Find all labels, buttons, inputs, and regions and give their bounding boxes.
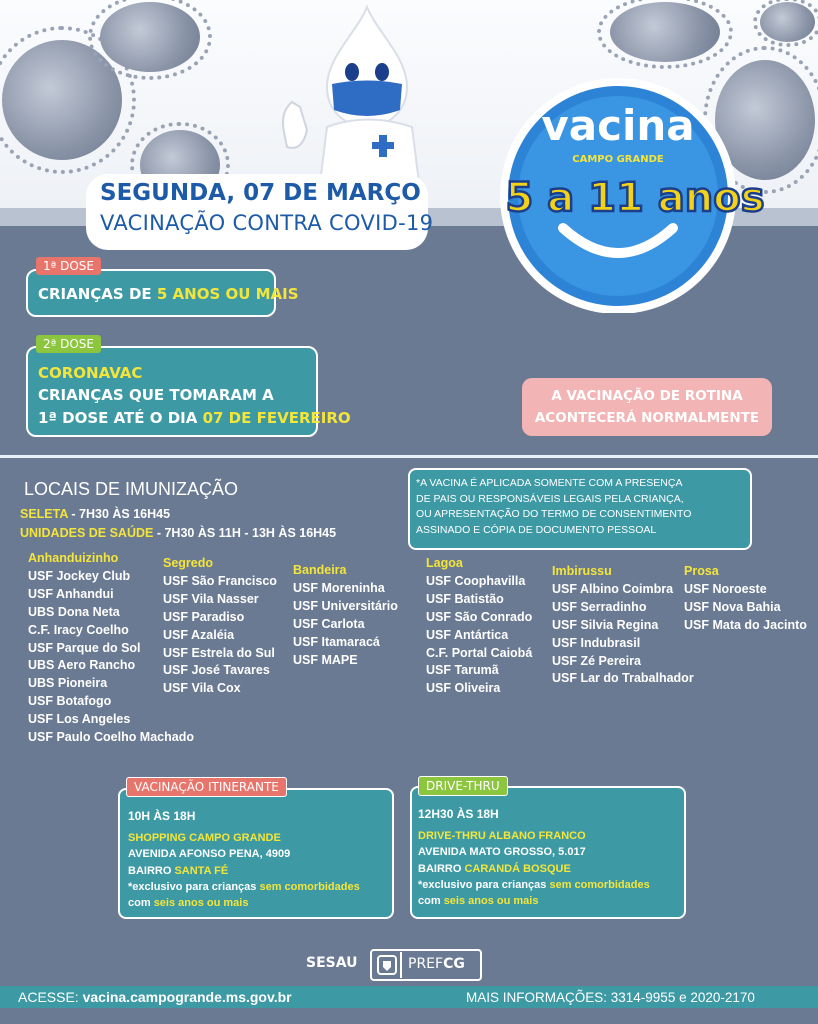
drive-thru-excl-prefix: *exclusivo para crianças (418, 878, 550, 891)
dose1-text-prefix: CRIANÇAS DE (38, 285, 157, 303)
drive-thru-excl-highlight: sem comorbidades (549, 878, 650, 891)
unit-item: USF Antártica (426, 627, 509, 642)
drive-thru-exclusive (418, 877, 684, 893)
unit-item: USF José Tavares (163, 663, 270, 678)
itinerant-hours: 10H ÀS 18H (128, 809, 196, 823)
unit-item: USF Parque do Sol (28, 640, 141, 655)
dose2-line1: CRIANÇAS QUE TOMARAM A (38, 386, 274, 404)
unit-item: USF Carlota (293, 616, 365, 631)
unit-item: USF Indubrasil (552, 635, 641, 650)
unit-item: UBS Pioneira (28, 676, 108, 691)
dose1-highlight: 5 ANOS OU MAIS (156, 285, 299, 303)
sesau-logo: SESAU (306, 955, 358, 971)
drive-thru-age (418, 893, 684, 909)
unit-item: UBS Aero Rancho (28, 658, 136, 673)
itinerant-age (128, 895, 392, 911)
unit-item: USF Vila Nasser (163, 591, 259, 606)
region-bandeira (293, 562, 398, 669)
unit-item: USF Zé Pereira (552, 653, 641, 668)
itinerant-bairro (128, 863, 392, 879)
unit-item: USF Oliveira (426, 681, 501, 696)
dose1-text (38, 285, 299, 303)
prefcg-logo (370, 949, 482, 981)
drive-thru-com-highlight: seis anos ou mais (443, 895, 539, 908)
seleta-hours: - 7H30 ÀS 16H45 (67, 507, 171, 521)
cg-text: CG (443, 956, 465, 972)
logo-title: vacina (541, 101, 695, 150)
unit-item: USF São Conrado (426, 609, 533, 624)
pref-text: PREF (408, 956, 444, 972)
unit-item: USF Universitário (293, 598, 398, 613)
region-name: Segredo (163, 556, 214, 570)
logo-age-range: 5 a 11 anos (505, 175, 765, 221)
region-name: Lagoa (426, 556, 463, 570)
dose2-line2-prefix: 1ª DOSE ATÉ O DIA (38, 409, 203, 427)
unit-item: USF Serradinho (552, 599, 647, 614)
routine-notice (522, 378, 772, 436)
seleta-schedule (20, 507, 170, 521)
unit-item: USF Coophavilla (426, 573, 526, 588)
itinerant-box (118, 788, 394, 919)
date-heading: SEGUNDA, 07 DE MARÇO (100, 180, 421, 206)
note-line: DE PAIS OU RESPONSÁVEIS LEGAIS PELA CRIANÇA, (416, 492, 684, 505)
coat-of-arms-icon (376, 954, 398, 976)
unidades-label: UNIDADES DE SAÚDE (20, 526, 154, 540)
region-imbirussu (552, 563, 694, 688)
dose1-tag: 1ª DOSE (36, 257, 101, 275)
seleta-label: SELETA (20, 507, 68, 521)
locations-title: LOCAIS DE IMUNIZAÇÃO (24, 479, 239, 499)
unit-item: USF Lar do Trabalhador (552, 671, 694, 686)
logo-separator (400, 952, 402, 978)
consent-note (408, 468, 752, 550)
unit-item: USF Paradiso (163, 609, 245, 624)
unit-item: USF Vila Cox (163, 681, 241, 696)
unit-item: USF Los Angeles (28, 712, 131, 727)
unit-item: C.F. Iracy Coelho (28, 622, 129, 637)
note-line: *A VACINA É APLICADA SOMENTE COM A PRESENÇA (416, 477, 683, 489)
unit-item: USF Batistão (426, 591, 504, 606)
drive-thru-bairro-name: CARANDÁ BOSQUE (464, 862, 571, 875)
vacina-logo-icon (493, 78, 778, 313)
unit-item: USF Silvia Regina (552, 617, 659, 632)
unit-item: USF Noroeste (684, 581, 767, 596)
footer-bottom (0, 1008, 818, 1024)
unit-item: USF Botafogo (28, 694, 112, 709)
unit-item: C.F. Portal Caiobá (426, 645, 533, 660)
footer-bar (0, 986, 818, 1008)
itinerant-com-prefix: com (128, 897, 154, 910)
drive-thru-place: DRIVE-THRU ALBANO FRANCO (418, 830, 586, 843)
itinerant-excl-prefix: *exclusivo para crianças (128, 880, 260, 893)
unit-item: USF Azaléia (163, 627, 235, 642)
unit-item: USF Albino Coimbra (552, 581, 674, 596)
drive-thru-address: AVENIDA MATO GROSSO, 5.017 (418, 846, 586, 859)
unit-item: USF Moreninha (293, 580, 385, 595)
unit-item: USF Itamaracá (293, 634, 380, 649)
virus-decoration (100, 2, 200, 72)
unidades-hours: - 7H30 ÀS 11H - 13H ÀS 16H45 (153, 526, 337, 540)
region-name: Prosa (684, 564, 719, 578)
unit-item: UBS Dona Neta (28, 604, 120, 619)
region-name: Anhanduizinho (28, 551, 119, 565)
virus-decoration (760, 2, 815, 42)
routine-line1: A VACINAÇÃO DE ROTINA (551, 388, 743, 404)
unit-item: USF São Francisco (163, 573, 277, 588)
drive-thru-bairro (418, 861, 684, 877)
unit-item: USF Tarumã (426, 663, 499, 678)
itinerant-tag: VACINAÇÃO ITINERANTE (126, 777, 287, 797)
drive-thru-tag: DRIVE-THRU (418, 776, 508, 796)
footer-info: MAIS INFORMAÇÕES: 3314-9955 e 2020-2170 (466, 990, 755, 1005)
drive-thru-content (412, 788, 684, 909)
unit-item: USF Mata do Jacinto (684, 617, 807, 632)
unit-item: USF Jockey Club (28, 568, 131, 583)
routine-line2: ACONTECERÁ NORMALMENTE (534, 410, 760, 426)
unidades-schedule (20, 526, 336, 540)
region-lagoa (426, 555, 532, 698)
dose2-tag: 2ª DOSE (36, 335, 101, 353)
itinerant-bairro-name: SANTA FÉ (174, 864, 229, 877)
dose2-highlight: 07 DE FEVEREIRO (202, 409, 351, 427)
dose2-line2 (38, 409, 351, 427)
note-line: OU APRESENTAÇÃO DO TERMO DE CONSENTIMENTO (416, 508, 692, 520)
itinerant-excl-highlight: sem comorbidades (259, 880, 360, 893)
footer-access-label: ACESSE: (18, 989, 83, 1005)
dose2-vaccine: CORONAVAC (38, 364, 143, 382)
itinerant-content (120, 790, 392, 911)
region-prosa (684, 563, 807, 635)
unit-item: USF Paulo Coelho Machado (28, 730, 194, 745)
unit-item: USF Estrela do Sul (163, 645, 275, 660)
virus-decoration (610, 2, 720, 62)
itinerant-com-highlight: seis anos ou mais (153, 897, 249, 910)
itinerant-place: SHOPPING CAMPO GRANDE (128, 832, 281, 845)
itinerant-bairro-label: BAIRRO (128, 864, 175, 877)
drive-thru-box (410, 786, 686, 919)
logo-city: CAMPO GRANDE (572, 154, 664, 165)
footer-access (18, 989, 292, 1005)
note-line: ASSINADO E CÓPIA DE DOCUMENTO PESSOAL (416, 523, 657, 536)
drive-thru-com-prefix: com (418, 895, 444, 908)
region-name: Bandeira (293, 563, 347, 577)
footer-url-link[interactable]: vacina.campogrande.ms.gov.br (82, 989, 292, 1005)
unit-item: USF Anhandui (28, 586, 114, 601)
itinerant-address: AVENIDA AFONSO PENA, 4909 (128, 848, 291, 861)
drive-thru-hours: 12H30 ÀS 18H (418, 807, 499, 821)
unit-item: USF Nova Bahia (684, 599, 781, 614)
itinerant-exclusive (128, 879, 392, 895)
campaign-subtitle: VACINAÇÃO CONTRA COVID-19 (100, 211, 434, 235)
drive-thru-bairro-label: BAIRRO (418, 862, 465, 875)
prefcg-text (408, 956, 465, 972)
region-name: Imbirussu (552, 564, 612, 578)
unit-item: USF MAPE (293, 652, 358, 667)
section-divider (0, 455, 818, 458)
region-segredo (163, 555, 277, 698)
